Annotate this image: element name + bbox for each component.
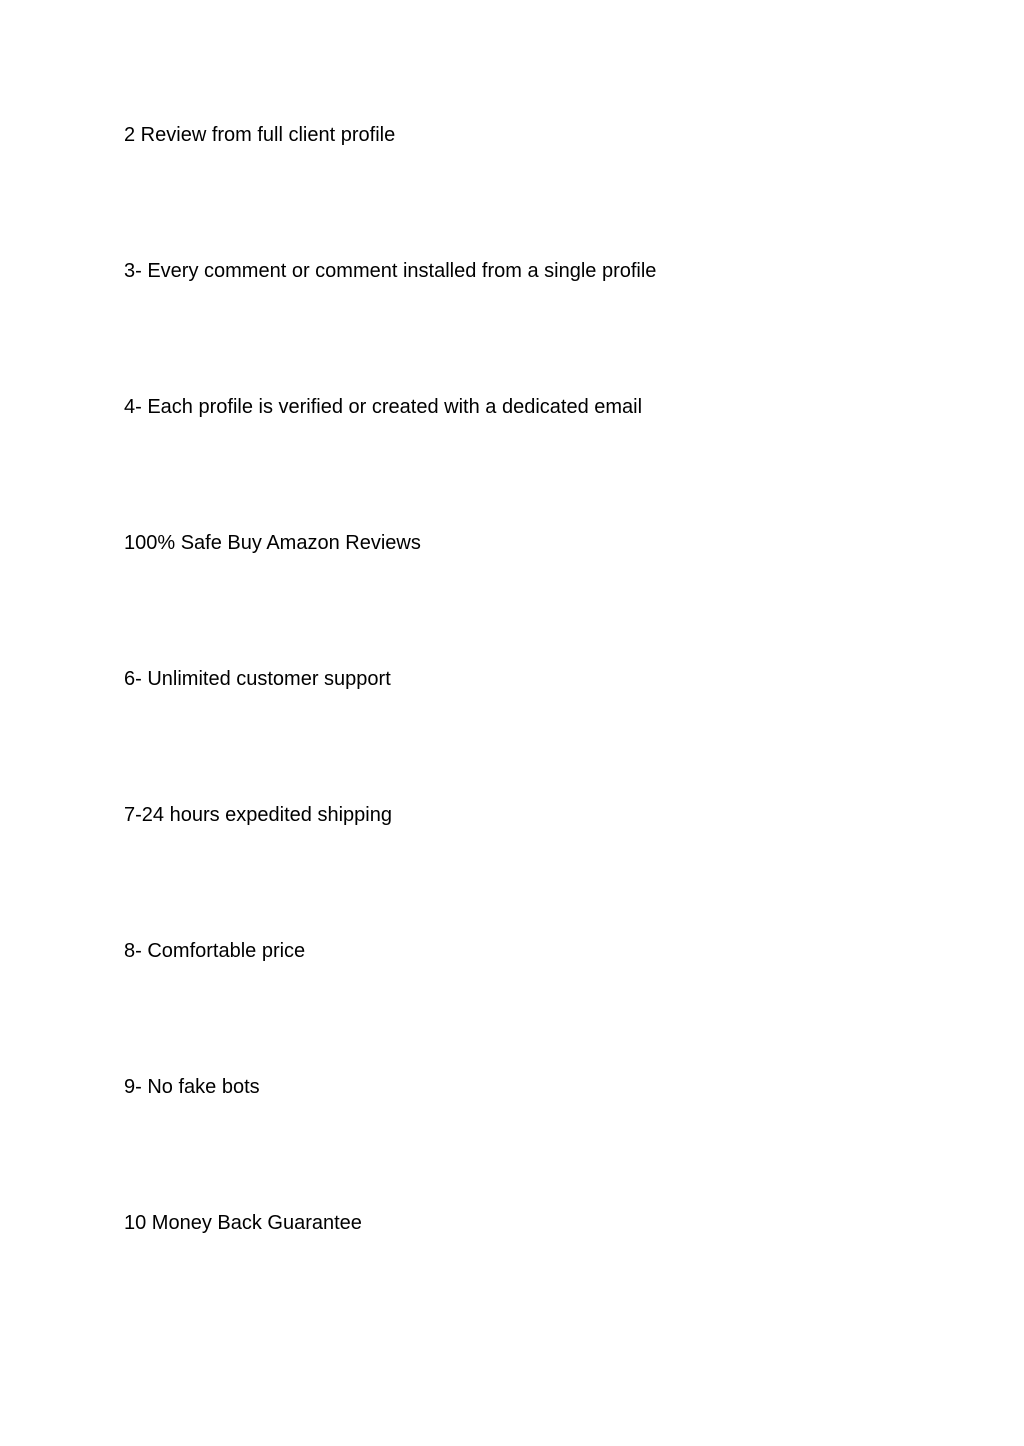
feature-list [124, 122, 984, 1346]
feature-line-money-back: 10 Money Back Guarantee [124, 1212, 362, 1234]
feature-line-review-profile: 2 Review from full client profile [124, 124, 396, 146]
feature-line-comfortable-price: 8- Comfortable price [124, 940, 306, 962]
feature-line-customer-support: 6- Unlimited customer support [124, 668, 391, 690]
feature-line-verified-email: 4- Each profile is verified or created with a dedicated email [124, 396, 643, 418]
feature-line-single-profile: 3- Every comment or comment installed from a single profile [124, 260, 657, 282]
feature-line-safe-reviews: 100% Safe Buy Amazon Reviews [124, 532, 421, 554]
feature-line-no-fake-bots: 9- No fake bots [124, 1076, 260, 1098]
feature-line-expedited-shipping: 7-24 hours expedited shipping [124, 804, 392, 826]
